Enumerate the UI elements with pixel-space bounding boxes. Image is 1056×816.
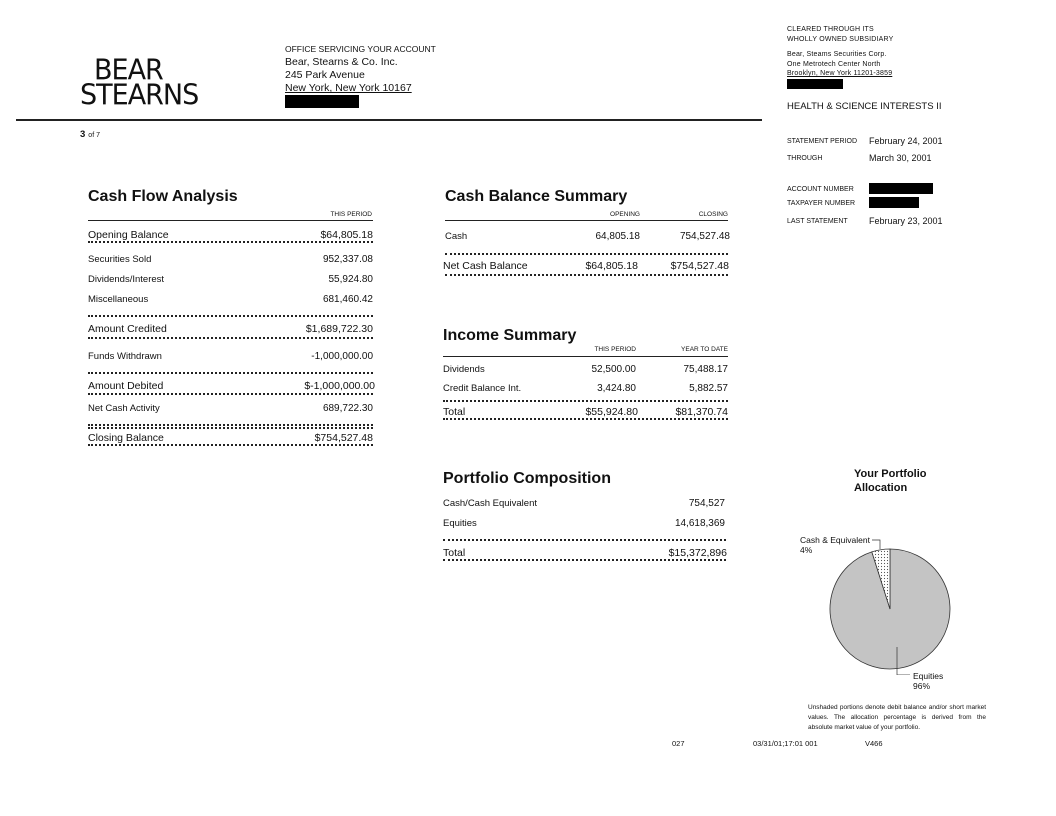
account-number <box>787 186 854 193</box>
col-header-opening: OPENING <box>610 211 640 218</box>
bear-stearns-logo <box>80 54 199 112</box>
redacted-taxpayer-number <box>869 197 919 208</box>
closing-balance-value: $754,527.48 <box>314 432 373 444</box>
office-street: 245 Park Avenue <box>285 69 365 81</box>
divider <box>445 274 728 276</box>
closing-balance-label: Closing Balance <box>88 432 164 444</box>
divider <box>88 241 373 243</box>
logo-line-2: STEARNS <box>80 79 199 112</box>
footer-timestamp: 03/31/01;17:01 001 <box>753 739 818 748</box>
subsidiary-name: Bear, Steams Securities Corp. <box>787 51 887 58</box>
net-cash-balance-label: Net Cash Balance <box>443 260 528 272</box>
through-value: March 30, 2001 <box>869 153 932 163</box>
cash-pie-percent: 4% <box>800 545 813 555</box>
amount-debited-label: Amount Debited <box>88 380 164 392</box>
cash-equivalent-value: 754,527 <box>688 498 725 509</box>
account-name: HEALTH & SCIENCE INTERESTS II <box>787 101 942 112</box>
net-cash-balance-closing: $754,527.48 <box>670 260 729 272</box>
redacted-account-number <box>869 183 933 194</box>
allocation-title-line-1: Your Portfolio <box>854 468 927 480</box>
divider <box>88 424 373 426</box>
dividends-interest-label: Dividends/Interest <box>88 274 165 285</box>
statement-period-value: February 24, 2001 <box>869 136 943 146</box>
funds-withdrawn-value: -1,000,000.00 <box>311 351 373 362</box>
dividends-interest-value: 55,924.80 <box>328 274 373 285</box>
cleared-line-2: WHOLLY OWNED SUBSIDIARY <box>787 35 894 43</box>
col-header-closing: CLOSING <box>698 211 728 218</box>
securities-sold-label: Securities Sold <box>88 254 152 265</box>
footer-version: V466 <box>865 739 883 748</box>
credit-balance-int-period-value: 3,424.80 <box>597 383 636 394</box>
equities-pie-percent: 96% <box>913 681 931 691</box>
amount-debited-value: $-1,000,000.00 <box>304 380 375 392</box>
portfolio-total-value: $15,372,896 <box>668 547 727 559</box>
redacted-block <box>285 95 359 108</box>
funds-withdrawn-label: Funds Withdrawn <box>88 351 162 362</box>
clearing-info <box>787 25 894 92</box>
divider <box>443 418 728 420</box>
cash-opening-value: 64,805.18 <box>595 231 640 242</box>
allocation-pie-chart <box>820 535 960 675</box>
allocation-title <box>854 467 927 495</box>
cash-flow-col-header: THIS PERIOD <box>330 211 372 218</box>
page-number <box>80 129 100 140</box>
dividends-period-value: 52,500.00 <box>591 364 636 375</box>
income-total-ytd-value: $81,370.74 <box>675 406 728 418</box>
net-cash-balance-opening: $64,805.18 <box>585 260 638 272</box>
credit-balance-int-label: Credit Balance Int. <box>443 383 522 394</box>
equities-pie-label-text: Equities <box>913 671 944 681</box>
cash-flow-title: Cash Flow Analysis <box>88 188 238 205</box>
securities-sold-value: 952,337.08 <box>322 254 373 265</box>
office-heading: OFFICE SERVICING YOUR ACCOUNT <box>285 44 436 54</box>
miscellaneous-label: Miscellaneous <box>88 294 149 305</box>
account-number-label: ACCOUNT NUMBER <box>787 186 854 193</box>
header-divider <box>16 119 762 121</box>
taxpayer-number-label: TAXPAYER NUMBER <box>787 200 856 207</box>
subsidiary-address-1: One Metrotech Center North <box>787 60 881 68</box>
page-current: 3 <box>80 129 86 140</box>
statement-period-label: STATEMENT PERIOD <box>787 138 858 145</box>
office-name: Bear, Stearns & Co. Inc. <box>285 56 398 68</box>
miscellaneous-value: 681,460.42 <box>322 294 373 305</box>
opening-balance-value: $64,805.18 <box>320 229 373 241</box>
divider <box>88 427 373 429</box>
divider <box>88 337 373 339</box>
last-statement-label: LAST STATEMENT <box>787 218 848 225</box>
subsidiary-address-2: Brooklyn, New York 11201-3859 <box>787 70 893 77</box>
cash-balance-title: Cash Balance Summary <box>445 188 628 205</box>
allocation-title-line-2: Allocation <box>854 482 908 494</box>
equities-value: 14,618,369 <box>674 518 725 529</box>
office-city: New York, New York 10167 <box>285 82 412 94</box>
portfolio-composition-title: Portfolio Composition <box>443 470 611 487</box>
net-cash-activity-value: 689,722.30 <box>322 403 373 414</box>
credit-balance-int-ytd-value: 5,882.57 <box>689 383 728 394</box>
page-total: of 7 <box>88 132 100 139</box>
allocation-footnote: Unshaded portions denote debit balance and/or short market values. The allocation percentage is derived from the absolute market value of your portfolio. <box>808 704 986 731</box>
amount-credited-value: $1,689,722.30 <box>305 323 373 335</box>
last-statement <box>787 216 943 226</box>
cleared-line-1: CLEARED THROUGH ITS <box>787 26 874 33</box>
col-header-year-to-date: YEAR TO DATE <box>681 346 728 353</box>
divider <box>443 400 728 402</box>
through-label: THROUGH <box>787 155 823 162</box>
dividends-label: Dividends <box>443 364 485 375</box>
divider <box>88 372 373 374</box>
taxpayer-number <box>787 200 855 207</box>
cash-closing-value: 754,527.48 <box>679 231 730 242</box>
divider <box>88 315 373 317</box>
office-address <box>285 43 436 112</box>
statement-period <box>787 136 943 146</box>
amount-credited-label: Amount Credited <box>88 323 167 335</box>
divider <box>443 559 726 561</box>
cash-leader-line <box>872 540 880 549</box>
net-cash-activity-label: Net Cash Activity <box>88 403 160 414</box>
last-statement-value: February 23, 2001 <box>869 216 943 226</box>
divider <box>88 444 373 446</box>
cash-pie-label-text: Cash & Equivalent <box>800 535 870 545</box>
opening-balance-label: Opening Balance <box>88 229 169 241</box>
footer-code: 027 <box>672 739 685 748</box>
equities-label: Equities <box>443 518 477 529</box>
divider <box>443 356 728 357</box>
income-summary-title: Income Summary <box>443 327 577 344</box>
cash-equivalent-label: Cash/Cash Equivalent <box>443 498 537 509</box>
cash-label: Cash <box>445 231 468 242</box>
logo-line-1: BEAR <box>94 54 163 87</box>
income-total-label: Total <box>443 406 466 418</box>
income-total-period-value: $55,924.80 <box>585 406 638 418</box>
divider <box>445 220 728 221</box>
redacted-block <box>787 79 843 89</box>
divider <box>88 393 373 395</box>
divider <box>88 220 373 221</box>
dividends-ytd-value: 75,488.17 <box>683 364 728 375</box>
through-date <box>787 153 932 163</box>
col-header-this-period: THIS PERIOD <box>594 346 636 353</box>
divider <box>445 253 728 255</box>
divider <box>443 539 726 541</box>
portfolio-total-label: Total <box>443 547 466 559</box>
